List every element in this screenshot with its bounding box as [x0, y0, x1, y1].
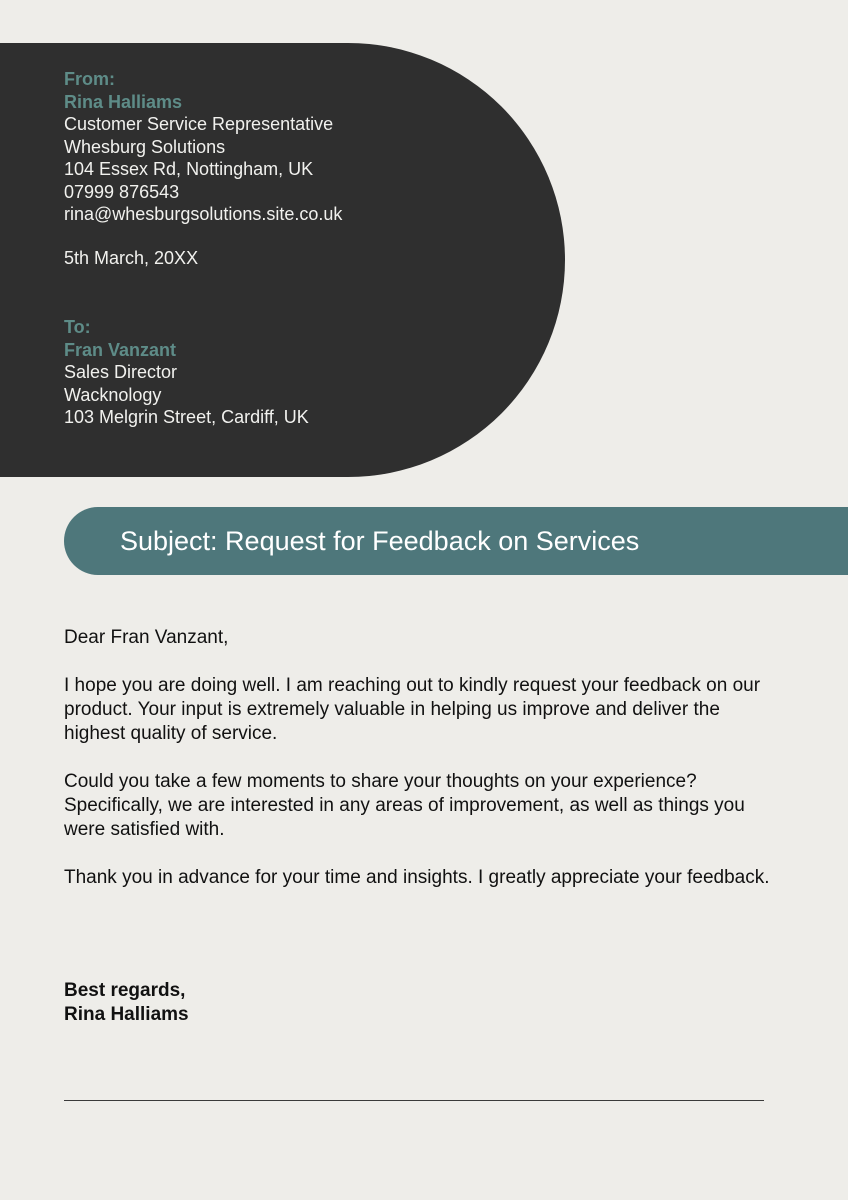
signoff — [64, 979, 189, 1027]
closing: Best regards, — [64, 980, 186, 1001]
sender-name: Rina Halliams — [64, 91, 183, 112]
sender-email: rina@whesburgsolutions.site.co.uk — [64, 204, 343, 224]
spacer — [64, 269, 504, 316]
recipient-name: Fran Vanzant — [64, 339, 177, 360]
spacer — [64, 226, 504, 247]
sender-address: 104 Essex Rd, Nottingham, UK — [64, 159, 314, 179]
to-label: To: — [64, 317, 91, 337]
recipient-title: Sales Director — [64, 362, 178, 382]
subject-bar — [64, 507, 848, 575]
footer-divider — [64, 1100, 764, 1101]
body-paragraph: Thank you in advance for your time and insights. I greatly appreciate your feedback. — [64, 867, 770, 888]
from-label: From: — [64, 69, 115, 89]
address-block — [64, 68, 504, 429]
sender-phone: 07999 876543 — [64, 181, 180, 202]
body-paragraph: Could you take a few moments to share your thoughts on your experience? Specifically, we are interested in any areas of improvement, as well as things you were satisfied with. — [64, 771, 745, 840]
letter-date: 5th March, 20XX — [64, 247, 199, 268]
sender-title: Customer Service Representative — [64, 114, 334, 134]
sender-company: Whesburg Solutions — [64, 136, 226, 157]
recipient-company: Wacknology — [64, 384, 162, 405]
body-paragraph: I hope you are doing well. I am reaching out to kindly request your feedback on our product. Your input is extremely valuable in helping us improve and deliver the highest quality of service. — [64, 675, 761, 744]
signature-name: Rina Halliams — [64, 1004, 189, 1025]
salutation: Dear Fran Vanzant, — [64, 627, 229, 648]
letter-body — [64, 626, 784, 914]
subject-line: Subject: Request for Feedback on Services — [120, 526, 640, 556]
recipient-address: 103 Melgrin Street, Cardiff, UK — [64, 407, 309, 427]
